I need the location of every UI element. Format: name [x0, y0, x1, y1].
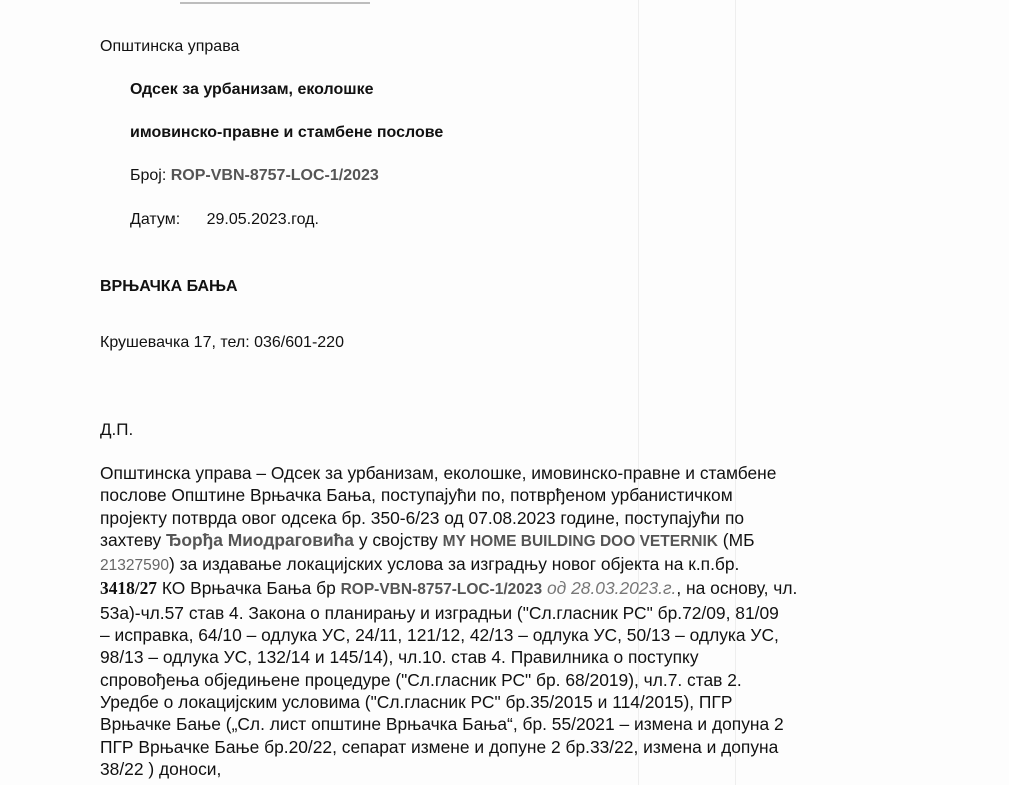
body-line: Уредбе о локацијским условима ("Сл.гласник РС" бр.35/2015 и 114/2015), ПГР: [100, 691, 733, 712]
case-code: ROP-VBN-8757-LOC-1/2023: [340, 581, 543, 599]
applicant-name: Ђорђа Миодраговића: [165, 529, 354, 550]
request-date: од 28.03.2023.г.: [542, 578, 677, 599]
body-line: 53а)-чл.57 став 4. Закона о планирању и изградњи ("Сл.гласник РС" бр.72/09, 81/09: [100, 602, 779, 623]
body-line: 38/22 ) доноси,: [100, 758, 222, 779]
document-date: [130, 210, 319, 230]
place-address: Крушевачка 17, тел: 036/601-220: [100, 334, 344, 351]
body-line: Врњачке Бање („Сл. лист општине Врњачка Бања“, бр. 55/2021 – измена и допуна 2: [100, 714, 784, 735]
date-label: Датум:: [130, 211, 181, 228]
body-text: КО Врњачка Бања бр: [157, 578, 341, 599]
body-text: у својству: [353, 529, 443, 550]
body-text: (МБ: [717, 529, 755, 550]
company-name: MY HOME BUILDING DOO VETERNIK: [442, 532, 718, 550]
body-text: , на основу, чл.: [676, 578, 798, 599]
body-paragraph: [100, 462, 900, 780]
number-value: ROP-VBN-8757-LOC-1/2023: [170, 167, 379, 184]
department-line-2: имовинско-правне и стамбене послове: [130, 124, 444, 141]
department-line-1: Одсек за урбанизам, еколошке: [130, 81, 374, 98]
place-name: ВРЊАЧКА БАЊА: [100, 278, 238, 295]
registration-number: 21327590: [100, 557, 169, 575]
number-label: Број:: [130, 167, 167, 184]
body-line: [100, 577, 900, 601]
body-line: пројекту потврда овог одсека бр. 350-6/23 од 07.08.2023 године, поступајући по: [100, 507, 745, 528]
body-line: ПГР Врњачке Бање бр.20/22, сепарат измене и допуне 2 бр.33/22, измена и допуна: [100, 736, 779, 757]
reference-number: [130, 166, 379, 186]
body-line: послове Општине Врњачка Бања, поступајући по, потврђеном урбанистичком: [100, 485, 733, 506]
body-line: 98/13 – одлука УС, 132/14 и 145/14), чл.10. став 4. Правилника о поступку: [100, 647, 699, 668]
date-value: 29.05.2023.год.: [206, 211, 319, 228]
body-line: Општинска управа – Одсек за урбанизам, еколошке, имовинско-правне и стамбене: [100, 463, 777, 483]
body-text: ) за издавање локацијских услова за изградњу новог објекта на к.п.бр.: [168, 554, 740, 575]
body-text: захтеву: [100, 529, 166, 550]
body-line: [100, 553, 900, 577]
parcel-number: 3418/27: [100, 578, 158, 599]
cropped-header-line: [180, 0, 370, 4]
body-line: спровођења обједињене процедуре ("Сл.гласник РС" бр. 68/2019), чл.7. став 2.: [100, 669, 742, 690]
body-line: [100, 529, 900, 553]
salutation: Д.П.: [100, 420, 134, 439]
org-name: Општинска управа: [100, 38, 240, 55]
body-line: – исправка, 64/10 – одлука УС, 24/11, 121/12, 42/13 – одлука УС, 50/13 – одлука УС,: [100, 625, 779, 646]
